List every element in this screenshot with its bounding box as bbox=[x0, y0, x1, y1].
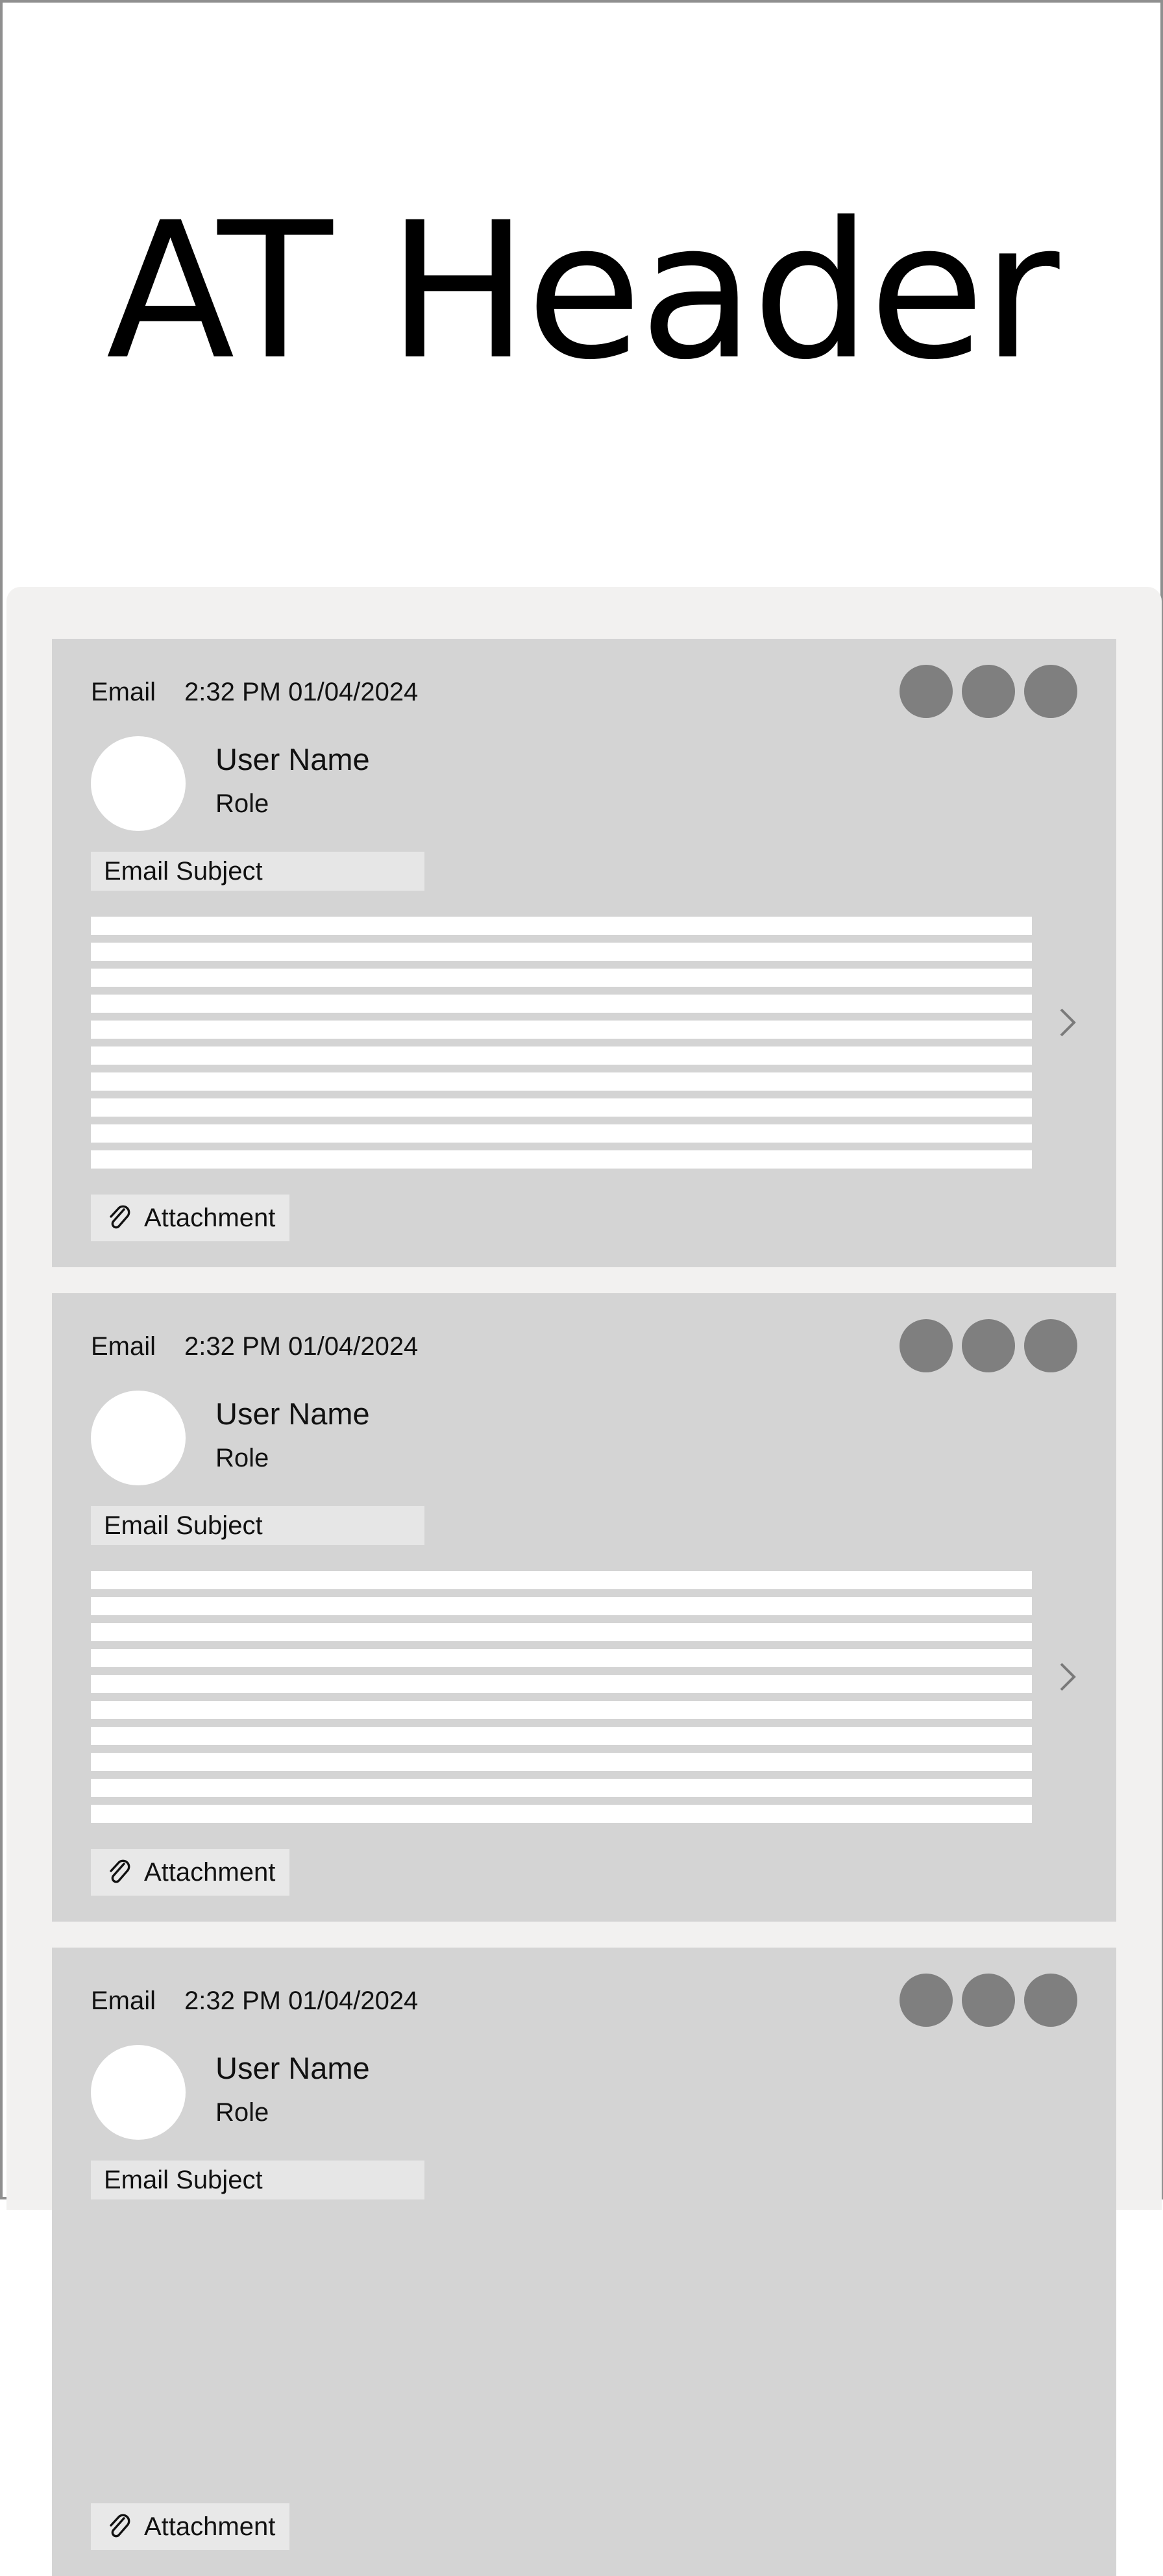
card-actions bbox=[900, 665, 1077, 718]
action-2-icon[interactable] bbox=[962, 1974, 1015, 2027]
action-3-icon[interactable] bbox=[1024, 665, 1077, 718]
action-1-icon[interactable] bbox=[900, 1319, 953, 1372]
body-line bbox=[91, 1072, 1032, 1091]
activity-type: Email bbox=[91, 1987, 156, 2015]
user-role: Role bbox=[215, 1444, 269, 1472]
avatar bbox=[91, 2045, 186, 2140]
page-header bbox=[3, 3, 1160, 587]
body-line bbox=[91, 1649, 1032, 1667]
action-1-icon[interactable] bbox=[900, 665, 953, 718]
body-line bbox=[91, 1571, 1032, 1589]
action-3-icon[interactable] bbox=[1024, 1319, 1077, 1372]
timestamp: 2:32 PM 01/04/2024 bbox=[184, 1332, 419, 1361]
body-line bbox=[91, 1701, 1032, 1719]
body-line bbox=[91, 1623, 1032, 1641]
body-line bbox=[91, 1753, 1032, 1771]
chevron-right-icon[interactable] bbox=[1051, 1006, 1084, 1039]
body-line bbox=[91, 1021, 1032, 1039]
page-title: AT Header bbox=[106, 182, 1057, 401]
body-line bbox=[91, 1805, 1032, 1823]
activity-type: Email bbox=[91, 678, 156, 706]
body-line bbox=[91, 1675, 1032, 1693]
email-body-preview bbox=[91, 917, 1032, 1176]
paperclip-icon bbox=[106, 1858, 132, 1887]
activity-feed bbox=[6, 587, 1162, 2541]
attachment-chip[interactable] bbox=[91, 1195, 289, 1241]
body-line bbox=[91, 1124, 1032, 1143]
email-card[interactable] bbox=[52, 1948, 1116, 2576]
attachment-label: Attachment bbox=[144, 2512, 276, 2541]
avatar bbox=[91, 736, 186, 831]
body-line bbox=[91, 1779, 1032, 1797]
body-line bbox=[91, 943, 1032, 961]
body-line bbox=[91, 995, 1032, 1013]
card-actions bbox=[900, 1974, 1077, 2027]
email-card[interactable] bbox=[52, 639, 1116, 1267]
body-line bbox=[91, 1597, 1032, 1615]
action-2-icon[interactable] bbox=[962, 665, 1015, 718]
action-3-icon[interactable] bbox=[1024, 1974, 1077, 2027]
email-card[interactable] bbox=[52, 1293, 1116, 1922]
body-line bbox=[91, 1098, 1032, 1117]
email-body-preview bbox=[91, 1571, 1032, 1831]
body-line bbox=[91, 917, 1032, 935]
avatar bbox=[91, 1391, 186, 1485]
timestamp: 2:32 PM 01/04/2024 bbox=[184, 1987, 419, 2015]
email-subject: Email Subject bbox=[91, 1506, 424, 1545]
user-name: User Name bbox=[215, 742, 370, 776]
email-subject: Email Subject bbox=[91, 852, 424, 891]
paperclip-icon bbox=[106, 1204, 132, 1232]
card-actions bbox=[900, 1319, 1077, 1372]
user-name: User Name bbox=[215, 1396, 370, 1431]
body-line bbox=[91, 969, 1032, 987]
body-line bbox=[91, 1046, 1032, 1065]
email-subject: Email Subject bbox=[91, 2161, 424, 2199]
body-line bbox=[91, 1727, 1032, 1745]
chevron-right-icon[interactable] bbox=[1051, 1661, 1084, 1693]
body-line bbox=[91, 1150, 1032, 1169]
attachment-chip[interactable] bbox=[91, 2503, 289, 2550]
card-meta bbox=[91, 678, 418, 707]
attachment-chip[interactable] bbox=[91, 1849, 289, 1896]
user-name: User Name bbox=[215, 2051, 370, 2085]
card-meta bbox=[91, 1987, 418, 2016]
action-1-icon[interactable] bbox=[900, 1974, 953, 2027]
activity-type: Email bbox=[91, 1332, 156, 1361]
timestamp: 2:32 PM 01/04/2024 bbox=[184, 678, 419, 706]
paperclip-icon bbox=[106, 2512, 132, 2541]
card-meta bbox=[91, 1332, 418, 1361]
user-role: Role bbox=[215, 2098, 269, 2127]
user-role: Role bbox=[215, 789, 269, 818]
action-2-icon[interactable] bbox=[962, 1319, 1015, 1372]
attachment-label: Attachment bbox=[144, 1203, 276, 1232]
attachment-label: Attachment bbox=[144, 1857, 276, 1887]
